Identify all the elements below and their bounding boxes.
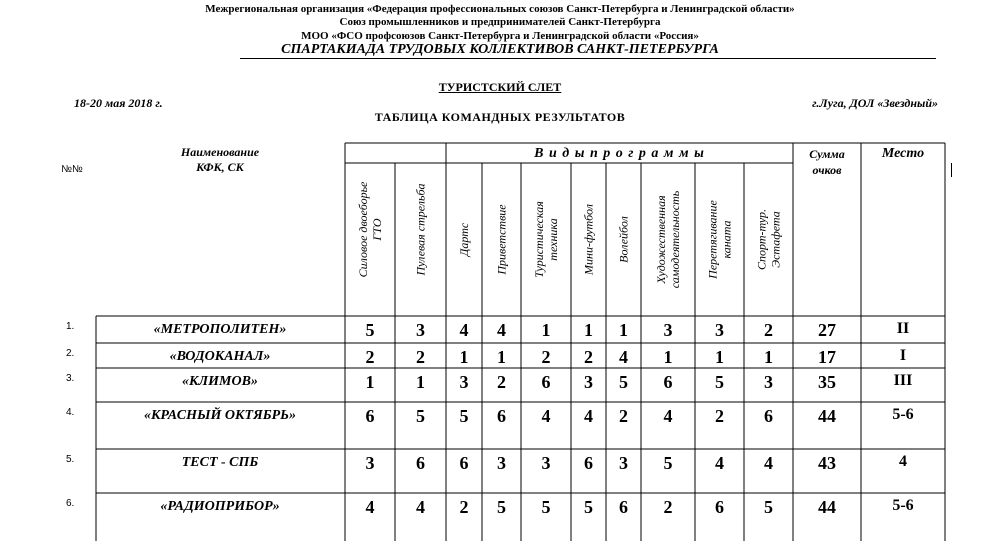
score-cell: 6 [764,406,773,426]
score-cell: 6 [497,406,506,426]
score-cell: 2 [416,347,425,367]
col-sum-header: Сумма [809,147,845,161]
row-number: 4. [66,407,75,418]
program-group-header: В и д ы п р о г р а м м ы [534,146,705,161]
col-place-header: Место [881,146,925,161]
team-name: «РАДИОПРИБОР» [160,499,280,514]
discipline-header-7: Волейбол [616,216,631,263]
place-cell: 4 [899,453,907,470]
score-cell: 5 [365,320,375,340]
team-name: «МЕТРОПОЛИТЕН» [153,322,287,337]
sum-cell: 43 [818,453,836,473]
score-cell: 6 [416,453,425,473]
event-location: г.Луга, ДОЛ «Звездный» [812,96,938,110]
discipline-header-3: Дартс [457,222,471,257]
col-number-header: №№ [61,164,83,175]
discipline-header-9: Перетягивание [705,200,720,279]
score-cell: 2 [715,406,724,426]
score-cell: 4 [365,497,375,517]
score-cell: 3 [416,320,425,340]
score-cell: 5 [416,406,425,426]
score-cell: 4 [497,320,506,340]
score-cell: 3 [541,453,551,473]
score-cell: 3 [715,320,724,340]
team-name: «ВОДОКАНАЛ» [169,349,271,364]
org-line-2: Союз промышленников и предпринимателей Санкт-Петербурга [339,16,661,28]
score-cell: 2 [584,347,593,367]
score-cell: 2 [541,347,551,367]
sum-cell: 27 [818,320,836,340]
discipline-header-4: Приветствие [494,204,509,275]
discipline-header-10: Эстафета [768,211,783,268]
score-cell: 4 [764,453,773,473]
score-cell: 5 [715,372,724,392]
col-sum-header: очков [812,163,842,177]
sum-cell: 44 [818,497,836,517]
team-name: «КРАСНЫЙ ОКТЯБРЬ» [143,408,297,423]
score-cell: 5 [497,497,506,517]
score-cell: 1 [459,347,469,367]
score-cell: 6 [715,497,724,517]
score-cell: 6 [663,372,673,392]
score-cell: 3 [619,453,628,473]
discipline-header-5: Туристическая [532,201,546,278]
place-cell: II [896,320,910,337]
score-cell: 2 [764,320,773,340]
score-cell: 4 [715,453,724,473]
score-cell: 5 [663,453,673,473]
sum-cell: 17 [818,347,836,367]
score-cell: 2 [663,497,673,517]
score-cell: 1 [764,347,773,367]
score-cell: 3 [764,372,773,392]
org-line-1: Межрегиональная организация «Федерация профессиональных союзов Санкт-Петербурга и Ленинградской области» [205,3,795,15]
col-name-header: КФК, СК [196,160,244,174]
score-cell: 5 [459,406,469,426]
score-cell: 6 [459,453,469,473]
org-line-3: МОО «ФСО профсоюзов Санкт-Петербурга и Ленинградской области «Россия» [301,30,699,42]
sum-cell: 44 [818,406,836,426]
score-cell: 4 [459,320,469,340]
discipline-header-8: Художественная [654,195,668,284]
score-cell: 5 [584,497,593,517]
table-title: ТАБЛИЦА КОМАНДНЫХ РЕЗУЛЬТАТОВ [374,110,626,124]
event-title: ТУРИСТСКИЙ СЛЕТ [438,80,562,94]
score-cell: 6 [584,453,593,473]
discipline-header-8: самодеятельность [668,190,682,289]
place-cell: I [899,347,907,364]
score-cell: 1 [663,347,673,367]
place-cell: 5-6 [892,406,914,423]
discipline-header-5: техника [546,218,560,261]
score-cell: 4 [663,406,673,426]
score-cell: 2 [619,406,628,426]
score-cell: 1 [715,347,724,367]
discipline-header-6: Мини-футбол [581,204,596,275]
discipline-header-1: Силовое двоеборье [356,181,370,278]
score-cell: 6 [365,406,375,426]
score-cell: 5 [541,497,551,517]
col-name-header: Наименование [180,145,260,159]
row-number: 3. [66,373,75,384]
score-cell: 5 [764,497,773,517]
row-number: 6. [66,498,75,509]
score-cell: 4 [416,497,425,517]
score-cell: 3 [584,372,593,392]
score-cell: 2 [459,497,469,517]
score-cell: 2 [497,372,506,392]
score-cell: 4 [541,406,551,426]
score-cell: 3 [497,453,506,473]
score-cell: 3 [365,453,375,473]
discipline-header-10: Спорт-тур. [754,208,769,271]
discipline-header-1: ГТО [370,218,384,241]
place-cell: 5-6 [892,497,914,514]
score-cell: 2 [365,347,375,367]
score-cell: 1 [584,320,593,340]
row-number: 2. [66,348,75,359]
score-cell: 4 [619,347,628,367]
score-cell: 1 [619,320,628,340]
score-cell: 4 [584,406,593,426]
score-cell: 1 [416,372,425,392]
discipline-header-9: каната [719,220,734,259]
team-name: «КЛИМОВ» [182,374,258,389]
row-number: 1. [66,321,75,332]
event-dates: 18-20 мая 2018 г. [74,96,163,110]
score-cell: 6 [619,497,628,517]
discipline-header-2: Пулевая стрельба [413,183,428,276]
score-cell: 3 [663,320,673,340]
team-name: ТЕСТ - СПБ [181,455,259,470]
score-cell: 6 [541,372,551,392]
score-cell: 1 [365,372,375,392]
score-cell: 5 [619,372,628,392]
score-cell: 3 [459,372,469,392]
place-cell: III [893,372,913,389]
score-cell: 1 [541,320,551,340]
score-cell: 1 [497,347,506,367]
spartakiad-title: СПАРТАКИАДА ТРУДОВЫХ КОЛЛЕКТИВОВ САНКТ-ПЕТЕРБУРГА [281,42,719,57]
sum-cell: 35 [818,372,836,392]
row-number: 5. [66,454,75,465]
